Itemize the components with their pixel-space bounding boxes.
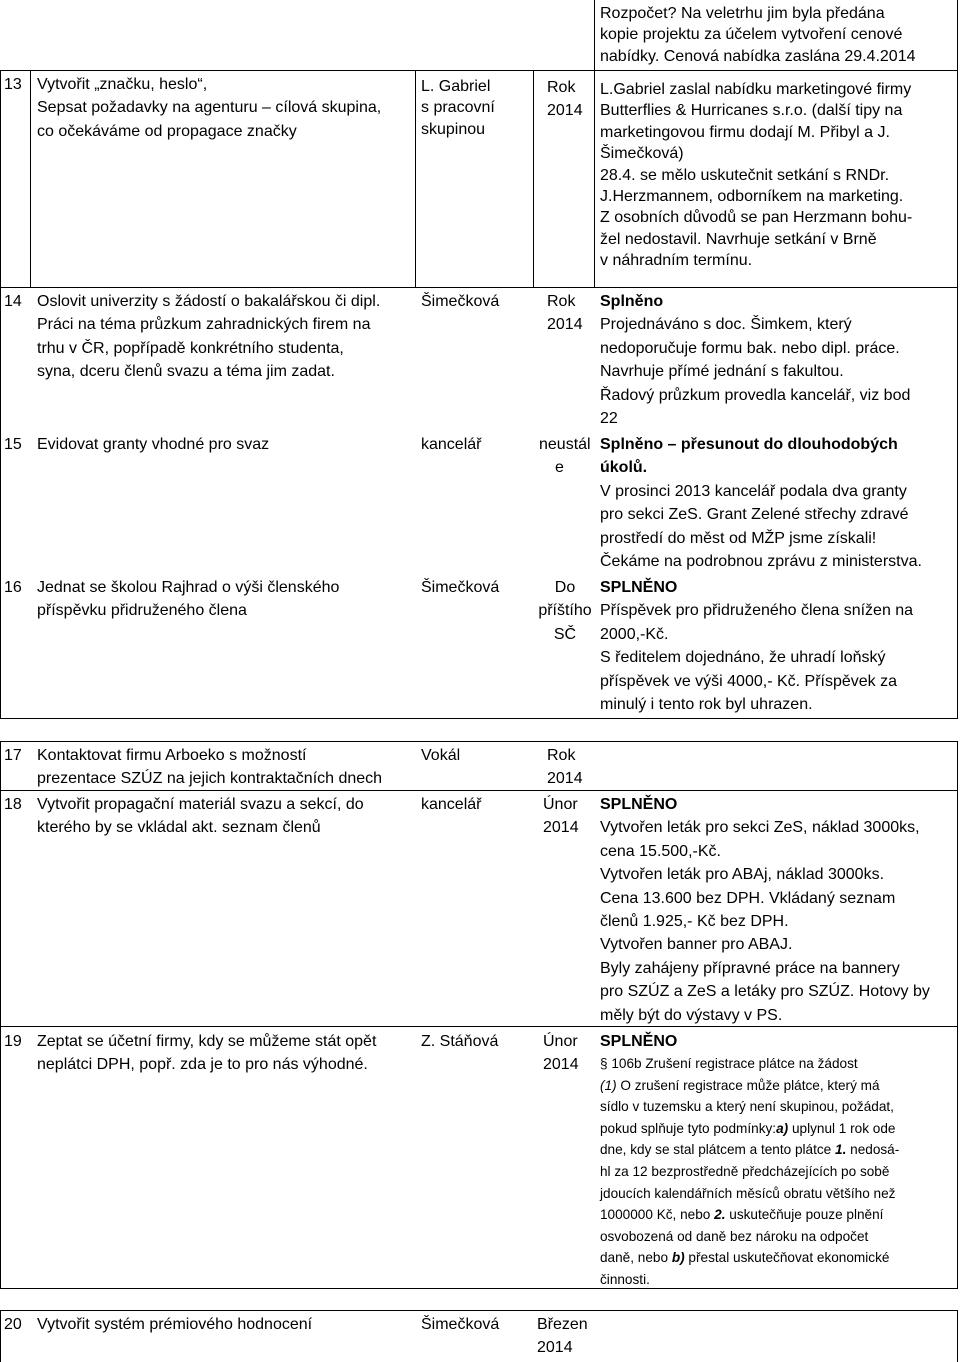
column-divider-when (594, 0, 595, 288)
law-excerpt: § 106b Zrušení registrace plátce na žádost (1) O zrušení registrace může plátce, který má sídlo v tuzemsku a který není skupinou, požádat, pokud splňuje tyto podmínky:a) uplynul 1 rok ode dne, kdy se stal plátcem a tento plátce 1. nedosá- hl za 12 bezprostředně předcházejících po sobě jdoucích kalendářních měsíců obratu většího než 1000000 Kč, nebo 2. uskutečňuje pouze plnění osvobozená od daně bez nároku na odpočet daně, nebo b) přestal uskutečňovat ekonomické činnosti. (600, 1056, 900, 1287)
table-border-right (957, 1310, 958, 1362)
status-text-continued: Rozpočet? Na veletrhu jim byla předána kopie projektu za účelem vytvoření cenové nabídky. Cenová nabídka zaslána 29.4.2014 (600, 5, 916, 65)
table-border-left (0, 70, 1, 719)
task-text: Vytvořit systém prémiového hodnocení (37, 1316, 313, 1333)
responsible-text: kancelář (421, 436, 482, 453)
row-number: 20 (4, 1316, 22, 1333)
task-text: Oslovit univerzity s žádostí o bakalářskou či dipl. Práci na téma průzkum zahradnických firem na trhu v ČR, popřípadě konkrétního studenta, syna, dceru členů svazu a téma jim zadat. (37, 293, 381, 381)
row-number: 13 (4, 76, 22, 93)
status-text: L.Gabriel zaslal nabídku marketingové firmy Butterflies & Hurricanes s.r.o. (další tipy na marketingovou firmu dodají M. Přibyl a J. Šimečková) 28.4. se mělo uskutečnit setkání s RNDr. J.Herzmannem, odborníkem na marketing. Z osobních důvodů se pan Herzmann bohu- žel nedostavil. Navrhuje setkání v Brně v náhradním termínu. (600, 81, 913, 270)
task-text: Zeptat se účetní firmy, kdy se můžeme stát opět neplátci DPH, popř. zda je to pro nás výhodné. (37, 1033, 377, 1074)
table-border-top (0, 741, 957, 742)
status-text: SPLNĚNO Příspěvek pro přidruženého člena snížen na 2000,-Kč. S ředitelem dojednáno, že uhradí loňský příspěvek ve výši 4000,- Kč. Příspěvek za minulý i tento rok byl uhrazen. (600, 579, 914, 714)
responsible-text: Z. Stáňová (421, 1033, 499, 1050)
row-number: 16 (4, 579, 22, 596)
row-number: 18 (4, 796, 22, 813)
table-border-top (0, 70, 957, 71)
table-border-bottom (0, 718, 957, 719)
responsible-text: Šimečková (421, 293, 500, 310)
table-border-right (957, 741, 958, 1289)
deadline-text: Únor 2014 (543, 1033, 579, 1074)
row-divider (0, 287, 957, 288)
row-number: 15 (4, 436, 22, 453)
task-text: Vytvořit propagační materiál svazu a sekcí, do kterého by se vkládal akt. seznam členů (37, 796, 364, 837)
status-text: Splněno – přesunout do dlouhodobých úkolů. V prosinci 2013 kancelář podala dva granty pro sekci ZeS. Grant Zelené střechy zdravé prostředí do měst od MŽP jsme získali! Čekáme na podrobnou zprávu z ministerstva. (600, 436, 922, 571)
task-text: Vytvořit „značku, heslo“, Sepsat požadavky na agenturu – cílová skupina, co očekáváme od propagace značky (37, 76, 382, 140)
table-border-right (957, 0, 958, 719)
table-border-left (0, 1310, 1, 1362)
task-text: Kontaktovat firmu Arboeko s možností prezentace SZÚZ na jejich kontraktačních dnech (37, 747, 383, 788)
deadline-text: Únor 2014 (543, 796, 579, 837)
deadline-text: Rok 2014 (547, 747, 583, 788)
task-text: Jednat se školou Rajhrad o výši členského příspěvku přidruženého člena (37, 579, 340, 620)
status-text: SPLNĚNO (600, 1033, 678, 1050)
responsible-text: Šimečková (421, 579, 500, 596)
table-border-top (0, 1310, 957, 1311)
responsible-text: L. Gabriel s pracovní skupinou (421, 78, 495, 138)
responsible-text: Vokál (421, 747, 461, 764)
responsible-text: kancelář (421, 796, 482, 813)
row-number: 19 (4, 1033, 22, 1050)
table-border-left (0, 741, 1, 1289)
deadline-text: Rok 2014 (547, 293, 583, 334)
responsible-text: Šimečková (421, 1316, 500, 1333)
task-text: Evidovat granty vhodné pro svaz (37, 436, 270, 453)
deadline-text: Do příštího SČ (538, 579, 592, 643)
row-number: 14 (4, 293, 22, 310)
status-text: SPLNĚNO Vytvořen leták pro sekci ZeS, náklad 3000ks, cena 15.500,-Kč. Vytvořen leták pro ABAj, náklad 3000ks. Cena 13.600 bez DPH. Vkládaný seznam členů 1.925,- Kč bez DPH. Vytvořen banner pro ABAJ. Byly zahájeny přípravné práce na bannery pro SZÚZ a ZeS a letáky pro SZÚZ. Hotovy by měly být do výstavy v PS. (600, 796, 930, 1024)
status-text: Splněno Projednáváno s doc. Šimkem, který nedoporučuje formu bak. nebo dipl. práce. Navrhuje přímé jednání s fakultou. Řadový průzkum provedla kancelář, viz bod 22 (600, 293, 911, 428)
row-number: 17 (4, 747, 22, 764)
deadline-text: neustál e (539, 436, 591, 477)
column-divider-number (30, 70, 31, 288)
deadline-text: Březen 2014 (537, 1316, 588, 1357)
column-divider-task (415, 70, 416, 288)
deadline-text: Rok 2014 (547, 79, 583, 120)
column-divider-who (533, 70, 534, 288)
